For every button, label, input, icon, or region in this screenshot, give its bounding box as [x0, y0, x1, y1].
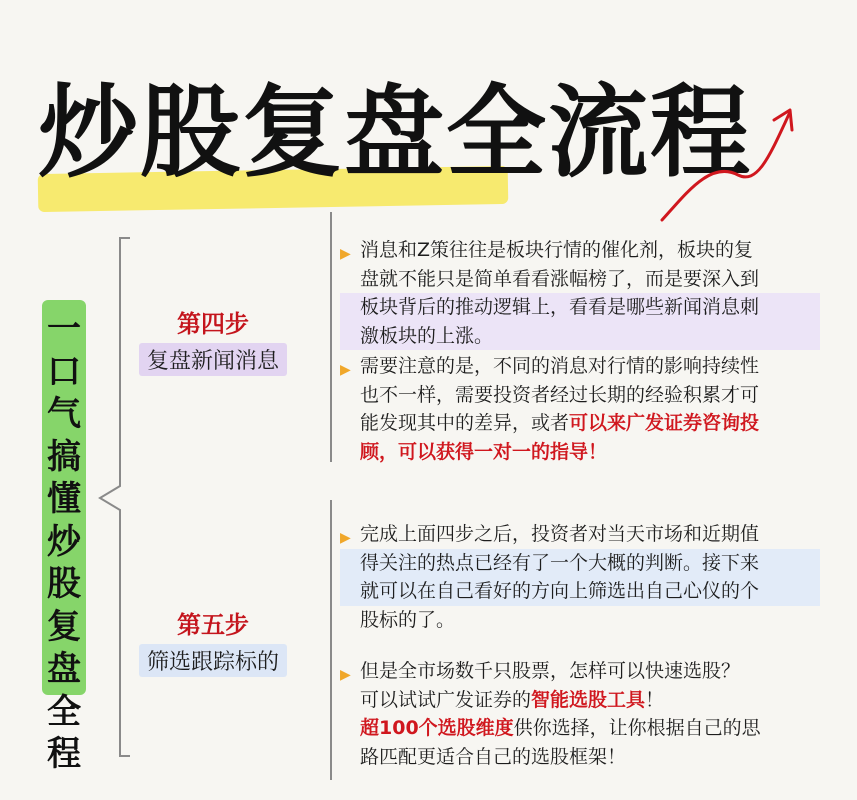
body-text: 路匹配更适合自己的选股框架！ — [360, 745, 627, 768]
text-line — [340, 714, 820, 743]
text-line — [340, 606, 820, 635]
body-text: ！ — [645, 688, 665, 711]
body-text: 供你选择，让你根据自己的思 — [513, 717, 761, 739]
body-text: 得关注的热点已经有了一个大概的判断。接下来 — [360, 551, 760, 574]
sidebar-banner — [42, 300, 86, 774]
step-five-divider — [330, 500, 332, 780]
sidebar-char: 股 — [47, 564, 81, 604]
sidebar-char: 盘 — [47, 649, 81, 689]
body-text: 需要注意的是，不同的消息对行情的影响持续性 — [360, 355, 760, 377]
text-line — [340, 577, 820, 606]
body-text: 完成上面四步之后，投资者对当天市场和近期值 — [360, 523, 760, 545]
body-text: 就可以在自己看好的方向上筛选出自己心仪的个 — [360, 580, 760, 602]
body-text: 盘就不能只是简单看看涨幅榜了，而是要深入到 — [360, 267, 760, 290]
step-five-paragraph-1 — [340, 520, 820, 634]
text-line — [340, 293, 820, 322]
highlight-text: 超100个选股维度 — [360, 717, 514, 739]
highlight-text: 智能选股工具 — [531, 688, 646, 711]
text-line — [340, 743, 820, 772]
step-five-name: 筛选跟踪标的 — [139, 644, 287, 677]
bullet-triangle-icon: ▶ — [340, 667, 351, 683]
bullet-triangle-icon: ▶ — [340, 530, 351, 546]
step-four-paragraph-2 — [340, 352, 820, 466]
bullet-triangle-icon: ▶ — [340, 246, 351, 262]
text-line — [340, 409, 820, 438]
text-line — [340, 236, 820, 265]
sidebar-char: 炒 — [47, 521, 81, 562]
sidebar-char: 一 — [47, 309, 81, 349]
text-line — [340, 520, 820, 549]
text-line — [340, 265, 820, 294]
sidebar-char: 全 — [47, 691, 81, 732]
body-text: 股标的了。 — [360, 608, 456, 631]
bullet-triangle-icon: ▶ — [340, 362, 351, 378]
step-four-number: 第四步 — [177, 309, 249, 338]
sidebar-char: 程 — [47, 734, 81, 774]
text-line — [340, 686, 820, 715]
step-five-paragraph-2 — [340, 657, 820, 771]
step-four-name: 复盘新闻消息 — [139, 343, 287, 376]
text-line — [340, 322, 820, 351]
step-four-paragraph-1 — [340, 236, 820, 350]
text-line — [340, 438, 820, 467]
text-line — [340, 352, 820, 381]
step-four-divider — [330, 212, 332, 462]
step-four-label — [128, 304, 298, 376]
text-line — [340, 549, 820, 578]
sidebar-char: 复 — [47, 606, 81, 647]
step-five-number: 第五步 — [177, 610, 249, 639]
sidebar-char: 搞 — [47, 436, 81, 477]
sidebar-char: 懂 — [47, 479, 81, 519]
body-text: 能发现其中的差异，或者 — [360, 412, 570, 434]
body-text: 消息和Z策往往是板块行情的催化剂，板块的复 — [360, 239, 754, 261]
body-text: 可以试试广发证券的 — [360, 688, 532, 711]
page-title: 炒股复盘全流程 — [38, 74, 752, 191]
sidebar-char: 口 — [47, 351, 81, 392]
body-text: 但是全市场数千只股票，怎样可以快速选股？ — [360, 660, 741, 682]
sidebar-char: 气 — [47, 394, 81, 434]
step-five-label — [122, 605, 304, 677]
text-line — [340, 381, 820, 410]
rising-arrow-icon — [640, 100, 800, 230]
body-text: 板块背后的推动逻辑上，看看是哪些新闻消息刺 — [360, 296, 760, 318]
highlight-text: 可以来广发证券咨询投 — [569, 412, 760, 434]
body-text: 激板块的上涨。 — [360, 324, 494, 347]
sidebar-text — [42, 308, 86, 776]
highlight-text: 顾，可以获得一对一的指导！ — [360, 440, 608, 463]
body-text: 也不一样，需要投资者经过长期的经验积累才可 — [360, 383, 760, 406]
text-line — [340, 657, 820, 686]
